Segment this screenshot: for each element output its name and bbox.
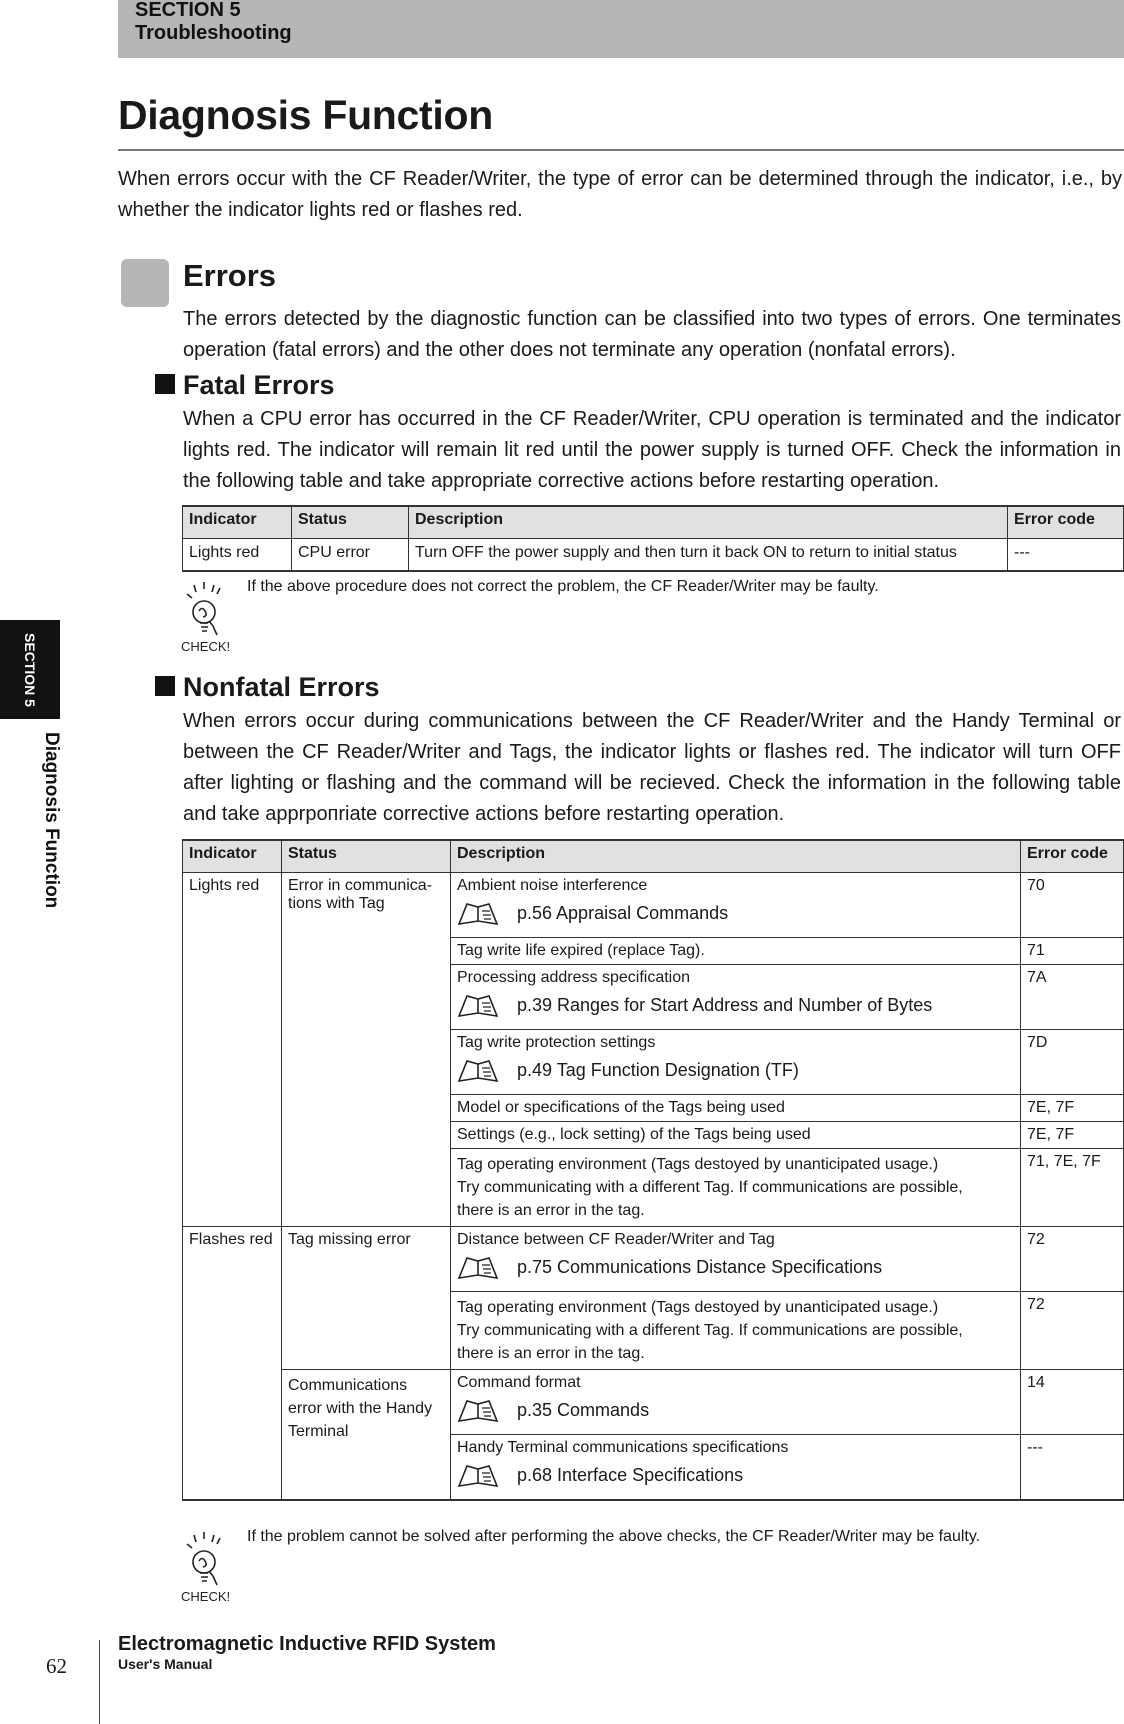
description-text: Command format: [457, 1374, 581, 1391]
manual-reference-icon: [457, 991, 499, 1019]
description-text: Tag operating environment (Tags destoyed by unanticipated usage.): [457, 1156, 939, 1173]
page-number: 62: [46, 1654, 67, 1678]
intro-paragraph: When errors occur with the CF Reader/Writer, the type of error can be determined through the indicator, i.e., by whether the indicator lights red or flashes red.: [118, 168, 1122, 221]
manual-reference-icon: [457, 1396, 499, 1424]
cell-status: CPU error: [292, 539, 409, 572]
cell-error-code: 7E, 7F: [1021, 1095, 1124, 1122]
cell-status-missing: Tag missing error: [282, 1227, 451, 1370]
check-label: CHECK!: [181, 639, 231, 654]
fatal-errors-paragraph: When a CPU error has occurred in the CF Reader/Writer, CPU operation is terminated and the indicator lights red. The indicator will remain lit red until the power supply is turned OFF. Check the information in the following table and take appropriate corrective actions before restarting operation.: [183, 408, 1121, 492]
col-indicator: Indicator: [183, 840, 282, 873]
errors-heading: Errors: [183, 258, 277, 293]
footer-divider: [99, 1640, 100, 1724]
cell-indicator: Lights red: [183, 539, 292, 572]
cell-description: [451, 1030, 1021, 1095]
page-reference[interactable]: [457, 1056, 1014, 1084]
cell-error-code: 7A: [1021, 965, 1124, 1030]
cell-description: Tag write life expired (replace Tag).: [451, 938, 1021, 965]
manual-reference-icon: [457, 1461, 499, 1489]
page-reference[interactable]: [457, 899, 1014, 927]
description-text: Ambient noise interference: [457, 877, 648, 894]
check-note: If the above procedure does not correct the problem, the CF Reader/Writer may be faulty.: [247, 578, 879, 595]
col-error-code: Error code: [1008, 506, 1124, 539]
cell-error-code: 71, 7E, 7F: [1021, 1149, 1124, 1227]
description-text: there is an error in the tag.: [457, 1345, 645, 1362]
check-icon: [180, 1530, 236, 1604]
cell-description: [451, 873, 1021, 938]
table-row: [183, 539, 1124, 572]
page-reference[interactable]: [457, 1253, 1014, 1281]
nonfatal-errors-table: [182, 839, 1124, 1501]
cell-error-code: 7E, 7F: [1021, 1122, 1124, 1149]
section-name: Troubleshooting: [135, 22, 292, 44]
cell-description: [451, 1227, 1021, 1292]
col-description: Description: [451, 840, 1021, 873]
cell-indicator-lights: Lights red: [183, 873, 282, 1227]
table-header-row: [183, 506, 1124, 539]
page-reference[interactable]: [457, 1461, 1014, 1489]
description-text: there is an error in the tag.: [457, 1202, 645, 1219]
nonfatal-errors-paragraph: When errors occur during communications between the CF Reader/Writer and the Handy Terminal or between the CF Reader/Writer and Tags, the indicator lights or flashes red. The indicator will turn OFF after lighting or flashing and the command will be recieved. Check the information in the following table and take apprропriate corrective actions before restarting operation.: [183, 710, 1121, 825]
cell-error-code: 72: [1021, 1227, 1124, 1292]
footer-subtitle: User's Manual: [118, 1656, 213, 1672]
table-header-row: [183, 840, 1124, 873]
description-text: Handy Terminal communications specifications: [457, 1439, 789, 1456]
page-reference[interactable]: [457, 991, 1014, 1019]
description-text: Try communicating with a different Tag. If communications are possible,: [457, 1322, 963, 1339]
side-tab-label: SECTION 5: [22, 632, 38, 707]
description-text: Distance between CF Reader/Writer and Tag: [457, 1231, 775, 1248]
fatal-errors-table: [182, 505, 1124, 572]
fatal-errors-heading-text: Fatal Errors: [183, 370, 335, 400]
check-label: CHECK!: [181, 1589, 231, 1604]
page-title: Diagnosis Function: [118, 92, 493, 138]
description-text: Tag write protection settings: [457, 1034, 656, 1051]
fatal-errors-heading: [155, 370, 335, 401]
col-status: Status: [282, 840, 451, 873]
page-reference[interactable]: [457, 1396, 1014, 1424]
cell-status-comm-tag: Error in communica-tions with Tag: [282, 873, 451, 1227]
section-side-tab: [0, 620, 60, 719]
manual-reference-icon: [457, 899, 499, 927]
square-bullet-icon: [155, 676, 175, 696]
table-row: [183, 1370, 1124, 1435]
col-status: Status: [292, 506, 409, 539]
cell-error-code: ---: [1021, 1435, 1124, 1501]
col-error-code: Error code: [1021, 840, 1124, 873]
description-text: Try communicating with a different Tag. If communications are possible,: [457, 1179, 963, 1196]
square-bullet-icon: [155, 374, 175, 394]
cell-indicator-flashes: Flashes red: [183, 1227, 282, 1501]
col-indicator: Indicator: [183, 506, 292, 539]
cell-error-code: ---: [1008, 539, 1124, 572]
table-row: [183, 873, 1124, 938]
nonfatal-errors-heading-text: Nonfatal Errors: [183, 672, 380, 702]
errors-marker: [121, 259, 169, 307]
check-icon: [180, 580, 236, 654]
section-header: [118, 0, 1124, 58]
cell-description: Model or specifications of the Tags being used: [451, 1095, 1021, 1122]
manual-reference-icon: [457, 1056, 499, 1084]
reference-text: p.35 Commands: [517, 1399, 650, 1420]
cell-description: [451, 1370, 1021, 1435]
side-section-label: Diagnosis Function: [41, 732, 62, 909]
cell-description: Settings (e.g., lock setting) of the Tags being used: [451, 1122, 1021, 1149]
cell-description: [451, 1292, 1021, 1370]
description-text: Processing address specification: [457, 969, 691, 986]
cell-error-code: 70: [1021, 873, 1124, 938]
cell-error-code: 71: [1021, 938, 1124, 965]
description-text: Tag operating environment (Tags destoyed by unanticipated usage.): [457, 1299, 939, 1316]
reference-text: p.49 Tag Function Designation (TF): [517, 1059, 799, 1080]
manual-reference-icon: [457, 1253, 499, 1281]
reference-text: p.68 Interface Specifications: [517, 1464, 744, 1485]
errors-paragraph: The errors detected by the diagnostic function can be classified into two types of errors. One terminates operation (fatal errors) and the other does not terminate any operation (nonfatal errors).: [183, 308, 1121, 361]
cell-error-code: 14: [1021, 1370, 1124, 1435]
check-note: If the problem cannot be solved after performing the above checks, the CF Reader/Writer may be faulty.: [247, 1528, 981, 1545]
title-rule: [118, 149, 1124, 151]
footer-title: Electromagnetic Inductive RFID System: [118, 1633, 496, 1655]
cell-error-code: 7D: [1021, 1030, 1124, 1095]
section-number: SECTION 5: [135, 0, 241, 21]
reference-text: p.39 Ranges for Start Address and Number of Bytes: [517, 994, 933, 1015]
cell-description: Turn OFF the power supply and then turn it back ON to return to initial status: [409, 539, 1008, 572]
cell-description: [451, 965, 1021, 1030]
nonfatal-errors-heading: [155, 672, 380, 703]
reference-text: p.75 Communications Distance Specifications: [517, 1256, 883, 1277]
cell-status-handy: Communications error with the Handy Terminal: [282, 1370, 451, 1501]
cell-description: [451, 1149, 1021, 1227]
table-row: [183, 1227, 1124, 1292]
cell-error-code: 72: [1021, 1292, 1124, 1370]
cell-description: [451, 1435, 1021, 1501]
col-description: Description: [409, 506, 1008, 539]
reference-text: p.56 Appraisal Commands: [517, 902, 729, 923]
